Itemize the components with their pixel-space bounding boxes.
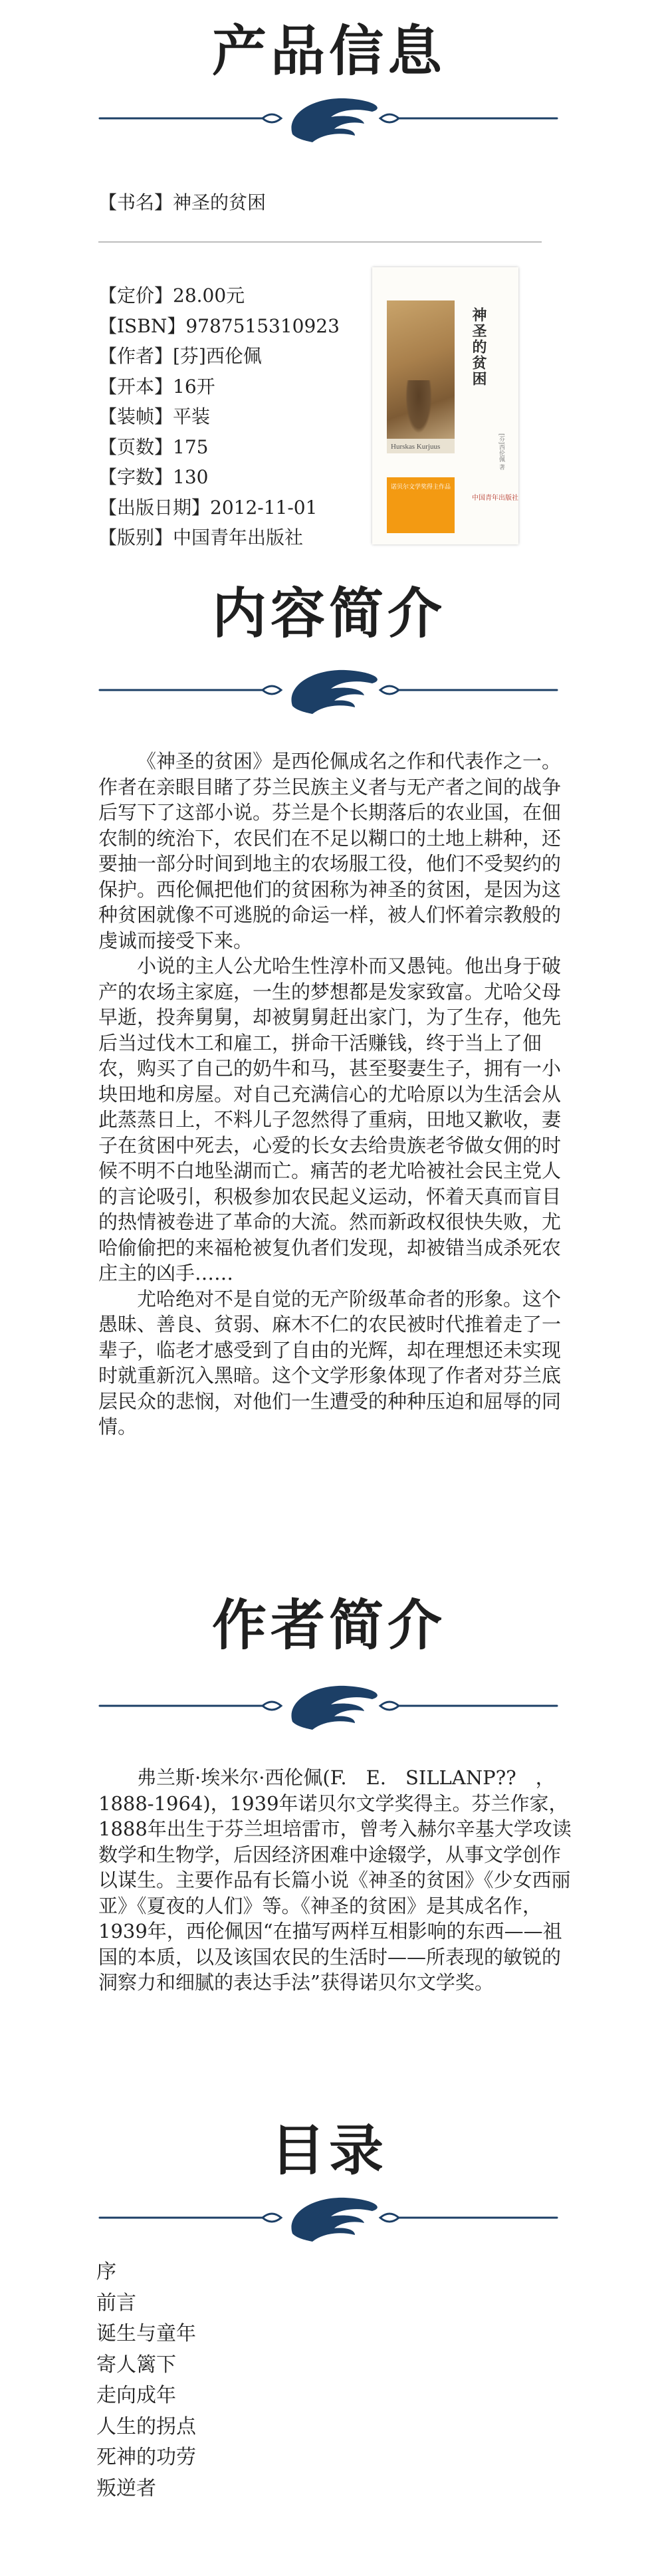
book-cover-image [372, 267, 518, 544]
cover-orange-block: 诺贝尔文学奖得主作品 [387, 477, 455, 533]
ornament-divider [0, 1675, 658, 1735]
toc-item: 寄人篱下 [96, 2353, 176, 2377]
summary-paragraph: 小说的主人公尤哈生性淳朴而又愚钝。他出身于破产的农场主家庭，一生的梦想都是发家致富。尤哈父母早逝，投奔舅舅，却被舅舅赶出家门，为了生存，他先后当过伐木工和雇工，拼命干活赚钱，终于当上了佃农，购买了自己的奶牛和马，甚至娶妻生子，拥有一小块田地和房屋。对自己充满信心的尤哈原以为生活会从此蒸蒸日上，不料儿子忽然得了重病，田地又歉收，妻子在贫困中死去，心爱的长女去给贵族老爷做女佣的时候不明不白地坠湖而亡。痛苦的老尤哈被社会民主党人的言论吸引，积极参加农民起义运动，怀着天真而盲目的热情被卷进了革命的大流。然而新政权很快失败，尤哈偷偷把的来福枪被复仇者们发现，却被错当成杀死农庄主的凶手…… [98, 955, 562, 1284]
toc-item: 人生的拐点 [96, 2414, 196, 2438]
toc-item: 序 [96, 2260, 116, 2283]
book-name: 【书名】神圣的贫困 [98, 191, 267, 213]
toc-item: 走向成年 [96, 2384, 176, 2407]
section-title-product: 产品信息 [211, 19, 446, 83]
section-title-toc: 目录 [270, 2119, 387, 2182]
ornament-divider [0, 659, 658, 719]
summary-paragraph: 尤哈绝对不是自觉的无产阶级革命者的形象。这个愚昧、善良、贫弱、麻木不仁的农民被时代推着走了一辈子，临老才感受到了自由的光辉，却在理想还未实现时就重新沉入黑暗。这个文学形象体现了作者对芬兰底层民众的悲悯，对他们一生遭受的种种压迫和屈辱的同情。 [98, 1287, 562, 1438]
info-pages: 【页数】175 [98, 435, 209, 458]
author-text [98, 1765, 574, 1996]
cover-publisher: 中国青年出版社 [472, 495, 518, 502]
ornament-divider [0, 2187, 658, 2247]
toc-item: 前言 [96, 2291, 136, 2315]
section-title-author: 作者简介 [211, 1593, 446, 1657]
cover-ribbon: Hurskas Kurjuus [387, 439, 455, 453]
toc-item: 诞生与童年 [96, 2322, 196, 2345]
toc-item: 叛逆者 [96, 2476, 156, 2500]
summary-paragraph: 《神圣的贫困》是西伦佩成名之作和代表作之一。作者在亲眼目睹了芬兰民族主义者与无产者之间的战争后写下了这部小说。芬兰是个长期落后的农业国，在佃农制的统治下，农民们在不足以糊口的土地上耕种，还要抽一部分时间到地主的农场服工役，他们不受契约的保护。西伦佩把他们的贫困称为神圣的贫困，是因为这种贫困就像不可逃脱的命运一样，被人们怀着宗教般的虔诚而接受下来。 [98, 750, 562, 952]
summary-text [98, 749, 574, 1440]
info-format: 【开本】16开 [98, 375, 215, 398]
cover-title: 神圣的贫困 [470, 307, 487, 387]
table-of-contents [96, 2257, 196, 2504]
ornament-divider [0, 88, 658, 148]
info-author: 【作者】[芬]西伦佩 [98, 345, 262, 367]
info-binding: 【装帧】平装 [98, 406, 211, 427]
author-paragraph: 弗兰斯·埃米尔·西伦佩(F. E. SILLANP?? ，1888-1964)，1939年诺贝尔文学奖得主。芬兰作家，1888年出生于芬兰坦培雷市，曾考入赫尔辛基大学攻读数学和生物学，后因经济困难中途辍学，从事文学创作以谋生。主要作品有长篇小说《神圣的贫困》《少女西丽亚》《夏夜的人们》等。《神圣的贫困》是其成名作，1939年，西伦佩因“在描写两样互相影响的东西——祖国的本质，以及该国农民的生活时——所表现的敏锐的洞察力和细腻的表达手法”获得诺贝尔文学奖。 [98, 1766, 572, 1994]
info-publisher: 【版别】中国青年出版社 [98, 527, 304, 548]
product-info-list [98, 281, 340, 553]
info-words: 【字数】130 [98, 466, 209, 488]
toc-item: 死神的功劳 [96, 2446, 196, 2469]
cover-author: [芬]西伦佩 著 [498, 433, 504, 470]
divider-line [98, 241, 542, 243]
section-title-summary: 内容简介 [211, 582, 446, 645]
info-price: 【定价】28.00元 [98, 285, 245, 306]
info-pubdate: 【出版日期】2012-11-01 [98, 496, 318, 519]
info-isbn: 【ISBN】9787515310923 [98, 314, 340, 337]
cover-painting [387, 300, 455, 447]
